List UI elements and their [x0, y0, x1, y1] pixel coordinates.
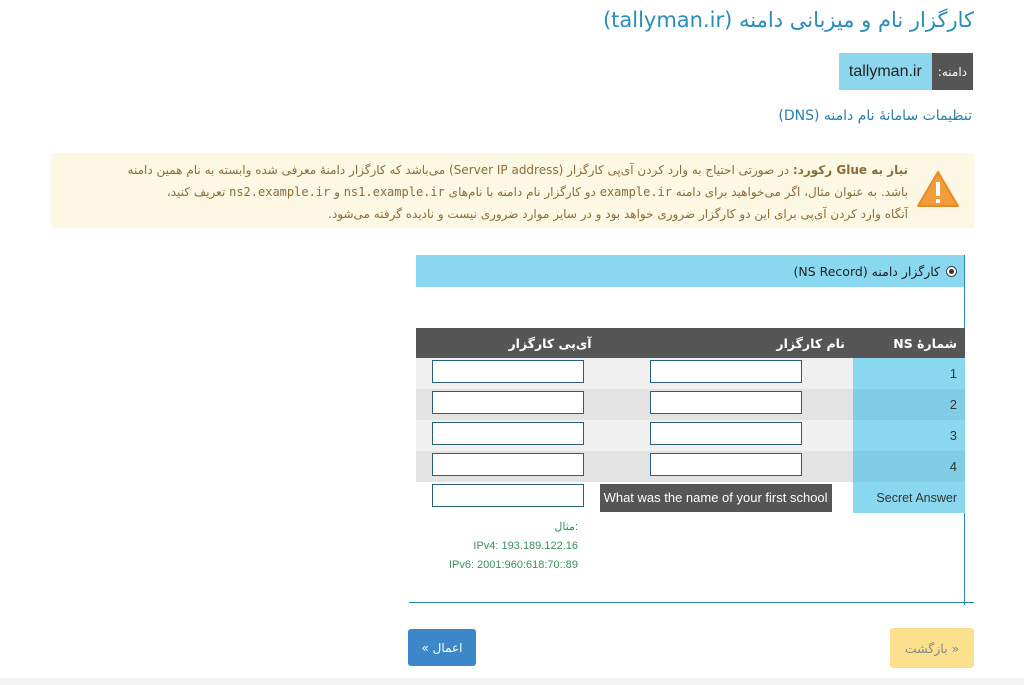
ns-number: 1: [853, 358, 965, 389]
domain-value: tallyman.ir: [839, 53, 932, 90]
alert-code-ns2: ns2.example.ir: [229, 185, 331, 199]
ns4-ip-input[interactable]: [432, 453, 584, 476]
alert-line-2d: تعریف کنید،: [166, 185, 230, 199]
secret-question: What was the name of your first school: [600, 484, 832, 512]
header-server-ip: آی‌پی کارگزار: [416, 328, 600, 358]
ns2-ip-input[interactable]: [432, 391, 584, 414]
panel-divider: [409, 602, 974, 603]
example-ipv6: IPv6: 2001:960:618:70::89: [448, 559, 578, 571]
ns1-name-input[interactable]: [650, 360, 802, 383]
secret-answer-label: Secret Answer: [853, 482, 965, 513]
alert-line-2b: دو کارگزار نام دامنه با نام‌های: [444, 185, 600, 199]
alert-line-2a: باشد. به عنوان مثال، اگر می‌خواهید برای دامنه: [671, 185, 908, 199]
alert-bold-title: نیاز به Glue رکورد:: [792, 163, 908, 177]
alert-code-ns1: ns1.example.ir: [343, 185, 445, 199]
table-row: [416, 358, 965, 389]
secret-answer-row: [416, 482, 965, 513]
bottom-bar: [0, 678, 1024, 685]
examples-title: مثال:: [554, 521, 578, 533]
table-row: [416, 389, 965, 420]
ns-table: [416, 328, 965, 513]
table-row: [416, 451, 965, 482]
ns-record-option[interactable]: [416, 255, 965, 287]
alert-line-2c: و: [330, 185, 344, 199]
ns2-name-input[interactable]: [650, 391, 802, 414]
alert-code-example: example.ir: [599, 185, 672, 199]
ip-examples: [420, 518, 578, 575]
apply-button[interactable]: اعمال »: [408, 629, 476, 666]
ns-number: 2: [853, 389, 965, 420]
domain-badge: [839, 53, 973, 90]
ns3-ip-input[interactable]: [432, 422, 584, 445]
alert-text: [58, 159, 908, 225]
page-title: کارگزار نام و میزبانی دامنه (tallyman.ir): [602, 8, 974, 32]
ns-number: 4: [853, 451, 965, 482]
ns-record-label: کارگزار دامنه (NS Record): [793, 263, 940, 279]
back-button[interactable]: « بازگشت: [890, 628, 974, 668]
domain-label: دامنه:: [932, 53, 973, 90]
glue-record-alert: [51, 153, 974, 228]
ns4-name-input[interactable]: [650, 453, 802, 476]
table-row: [416, 420, 965, 451]
header-ns-number: شمارهٔ NS: [853, 328, 965, 358]
ns-number: 3: [853, 420, 965, 451]
alert-line-1: در صورتی احتیاج به وارد کردن آی‌پی کارگزار (Server IP address) می‌باشد که کارگزار دامنهٔ معرفی شده وابسته به نام همین دامنه: [127, 163, 793, 177]
warning-icon: [916, 169, 960, 209]
alert-line-3: آنگاه وارد کردن آی‌پی برای این دو کارگزار ضروری خواهد بود و در سایر موارد ضروری نیست و نادیده گرفته می‌شود.: [328, 207, 908, 221]
header-server-name: نام کارگزار: [600, 328, 853, 358]
ns3-name-input[interactable]: [650, 422, 802, 445]
radio-selected-icon[interactable]: [946, 266, 957, 277]
example-ipv4: IPv4: 193.189.122.16: [473, 540, 578, 552]
dns-settings-heading: تنظیمات سامانهٔ نام دامنه (DNS): [778, 108, 972, 124]
secret-answer-input[interactable]: [432, 484, 584, 507]
table-header-row: [416, 328, 965, 358]
ns1-ip-input[interactable]: [432, 360, 584, 383]
